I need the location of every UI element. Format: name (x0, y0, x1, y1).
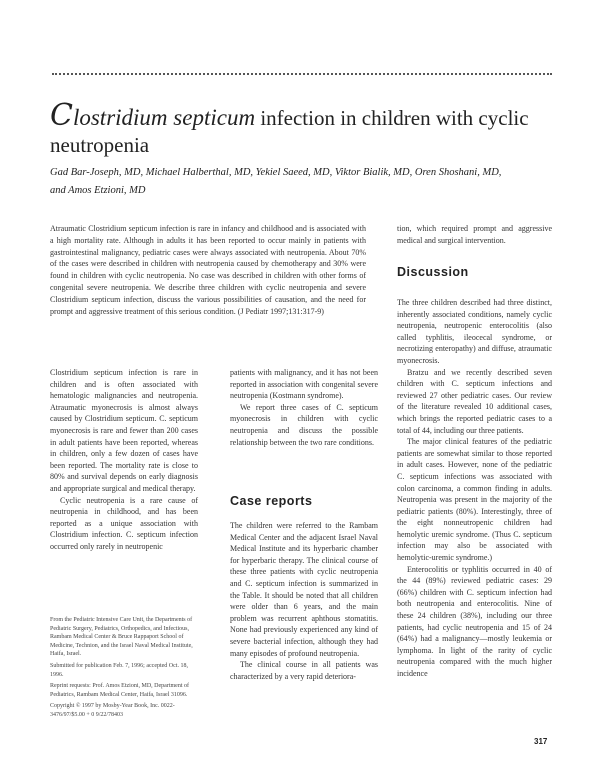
left-column (50, 367, 198, 553)
case-reports-paragraph: The children were referred to the Rambam Medical Center and the adjacent Israel Naval Medical Institute and its hyperbaric chamber for hyperbaric therapy. The clinical course of these three patients with cyclic neutropenia and C. septicum infection is summarized in the Table. It should be noted that all children were older than 6 years, and the main problem was recurrent aphthous stomatitis. None had previously experienced any kind of severe bacterial infection, although they had many episodes of profound neutropenia. (230, 521, 378, 658)
discussion-column (397, 297, 552, 680)
page-number: 317 (534, 737, 548, 746)
discussion-heading: Discussion (397, 265, 469, 279)
title-organism: Clostridium septicum (50, 98, 256, 133)
author-list (50, 164, 570, 200)
right-column-top (397, 223, 552, 246)
discussion-paragraph: Enterocolitis or typhlitis occurred in 40 of the 44 (89%) reviewed pediatric cases: 29 (66%) children with C. septicum infection had both neutropenia and enterocolitis. Nine of these 24 children (38%), including our three patients, had cyclic neutropenia and 15 of 24 (64%) had a malignancy—mostly leukemia or lymphoma. In light of the rarity of cyclic neutropenia compared with the much higher incidence (397, 564, 552, 678)
discussion-paragraph: Bratzu and we recently described seven children with C. septicum infections and reviewed 27 other pediatric cases. Our review of the literature revealed 10 additional cases, which brings the reported pediatric cases to a total of 44, including our three patients. (397, 367, 552, 435)
case-reports-heading: Case reports (230, 494, 313, 508)
abstract: Atraumatic Clostridium septicum infection is rare in infancy and childhood and is associated with a high mortality rate. Although in adults it has been reported to occur mainly in patients with gastrointestinal malignancy, pediatric cases were always associated with neutropenia. About 70% of the cases were described in children with neutropenia caused by chemotherapy and 30% were found in children with cyclic neutropenia. No case was described in children with other forms of congenital severe neutropenia. We describe three children with cyclic neutropenia and severe Clostridium septicum infection, discuss the various possibilities of causation, and the need for prompt and aggressive treatment of this serious condition. (J Pediatr 1997;131:317-9) (50, 224, 366, 316)
authors-line2: and Amos Etzioni, MD (50, 185, 146, 196)
case-reports-paragraph: The clinical course in all patients was characterized by a very rapid deteriora- (230, 660, 378, 681)
footnote-affiliation: From the Pediatric Intensive Care Unit, the Departments of Pediatric Surgery, Pediatrics, Orthopedics, and Infectious, Rambam Medical Center & Bruce Rappaport School of Medicine, Technion, and the Israel Naval Medical Institute, Haifa, Israel. (50, 617, 193, 658)
footnote-reprints: Reprint requests: Prof. Amos Etzioni, MD, Department of Pediatrics, Rambam Medical Center, Haifa, Israel 31096. (50, 683, 189, 698)
discussion-paragraph: The three children described had three distinct, inherently associated conditions, namely cyclic neutropenia, neutropenic enterocolitis (also called typhlitis, ileocecal syndrome, or necrotizing enteropathy) and diffuse, atraumatic myonecrosis. (397, 298, 552, 365)
case-reports-column (230, 520, 378, 682)
discussion-paragraph: The major clinical features of the pediatric patients are somewhat similar to those reported in adult cases. However, none of the pediatric C. septicum infections was associated with colon carcinoma, a common finding in adults. Neutropenia was present in the majority of the pediatric patients (80%). Interestingly, three of the eight nonneutropenic children had hemolytic uremic syndrome. (Thus C. septicum infection may also be associated with hemolytic-uremic syndrome.) (397, 437, 552, 563)
title-rest: infection in children with cyclic (255, 106, 529, 130)
right-top-paragraph: tion, which required prompt and aggressive medical and surgical intervention. (397, 224, 552, 245)
footnote (50, 616, 200, 723)
title-line2: neutropenia (50, 133, 150, 157)
header-dotted-rule (52, 73, 552, 77)
intro-continued-paragraph: patients with malignancy, and it has not been reported in association with congenital severe neutropenia (Kostmann syndrome). (230, 368, 378, 401)
middle-column-top (230, 367, 378, 448)
article-title (50, 98, 560, 159)
footnote-copyright: Copyright © 1997 by Mosby-Year Book, Inc. 0022-3476/97/$5.00 + 0 9/22/78403 (50, 703, 175, 718)
intro-paragraph: Cyclic neutropenia is a rare cause of neutropenia in childhood, and has been reported as a unique association with Clostridium infection. C. septicum infection occurred only rarely in neutropenic (50, 495, 198, 551)
intro-paragraph: Clostridium septicum infection is rare in children and is often associated with hematologic malignancies and neutropenia. Atraumatic myonecrosis is almost always caused by Clostridium septicum. C. septicum myonecrosis is rare and fewer than 200 cases in adult patients have been reported, whereas in children, only a few dozen of cases have been reported. The mortality rate is close to 80% and survival depends on early diagnosis and appropriate surgical and medical therapy. (50, 368, 198, 493)
footnote-submitted: Submitted for publication Feb. 7, 1996; accepted Oct. 18, 1996. (50, 662, 188, 678)
authors-line1: Gad Bar-Joseph, MD, Michael Halberthal, MD, Yekiel Saeed, MD, Viktor Bialik, MD, Oren Shoshani, MD, (50, 167, 502, 178)
intro-continued-paragraph: We report three cases of C. septicum myonecrosis in children with cyclic neutropenia and discuss the possible relationship between the two rare conditions. (230, 402, 378, 447)
